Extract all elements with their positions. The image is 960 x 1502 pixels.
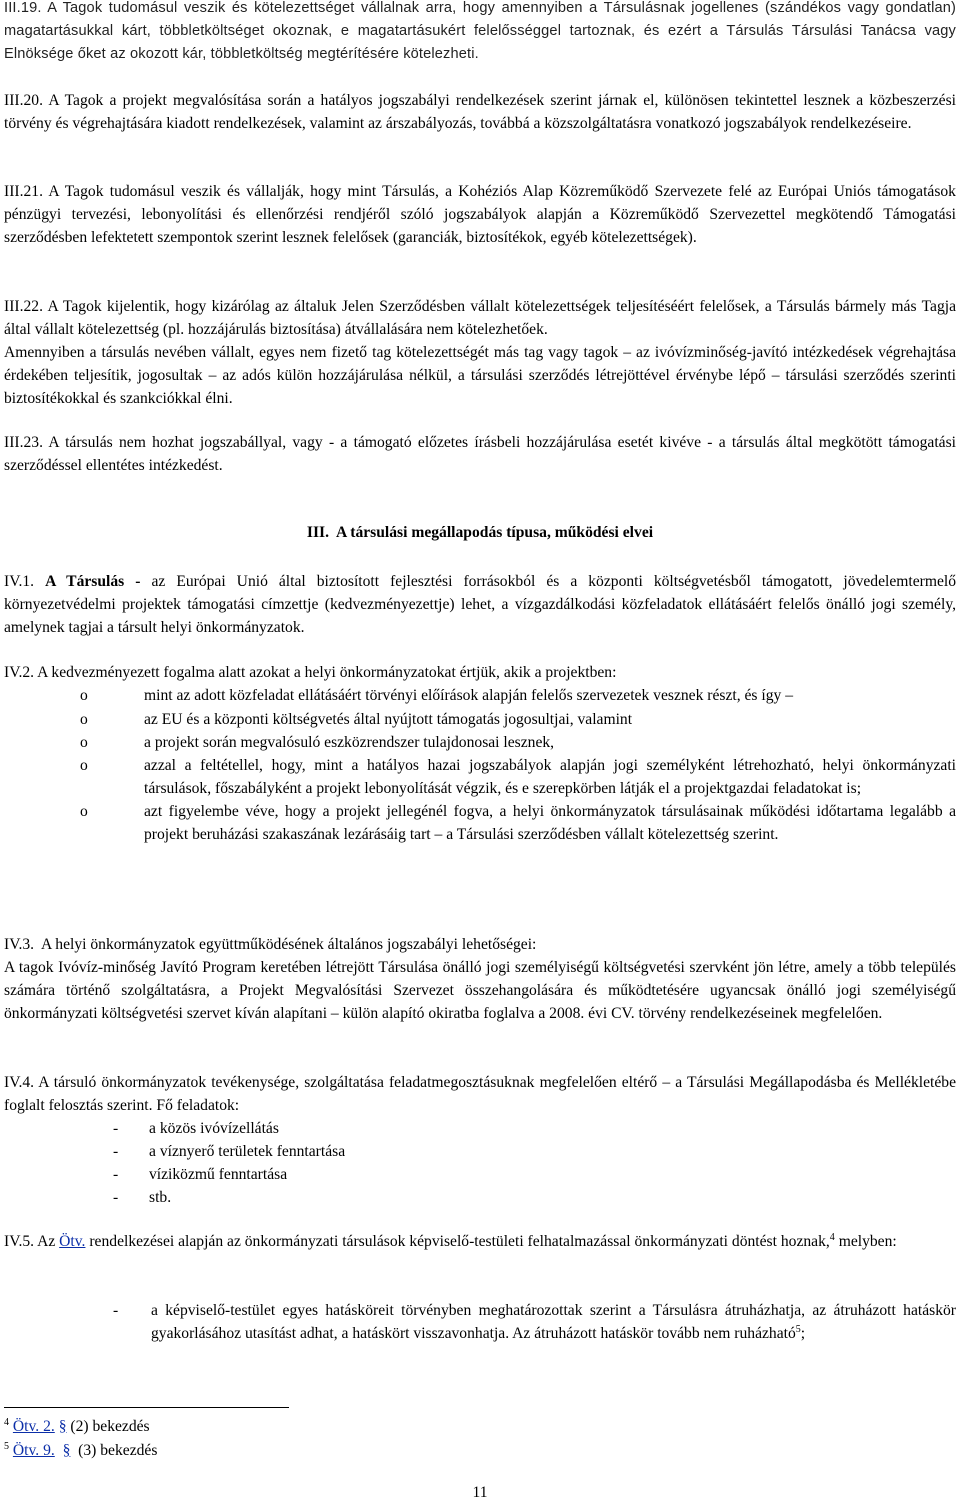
footnote-text: (2) bekezdés xyxy=(70,1418,150,1435)
paragraph-text-end: melyben: xyxy=(838,1233,897,1250)
footnote-number: 5 xyxy=(4,1440,9,1452)
footnote-link[interactable]: Ötv. 2. xyxy=(12,1418,55,1435)
list-item-text: a közös ivóvízellátás xyxy=(149,1120,279,1137)
paragraph-iv-5 xyxy=(4,1230,956,1253)
footnote-link[interactable]: Ötv. 9. xyxy=(12,1442,55,1459)
list-bullet: o xyxy=(80,711,88,728)
paragraph-text: A társuló önkormányzatok tevékenysége, szolgáltatása feladatmegosztásuknak megfelelően eltérő – a Társulási Megállapodásba és Mellékletébe foglalt felosztás szerint. Fő feladatok: xyxy=(4,1074,956,1114)
paragraph-label: IV.1. xyxy=(4,573,35,590)
list-item xyxy=(80,800,956,846)
paragraph-text: A Tagok kijelentik, hogy kizárólag az általuk Jelen Szerződésben vállalt kötelezettségek teljesítéséért felelősek, a Társulás bármely más Tagja által vállalt kötelezettség (pl. hozzájárulás biztosítása) átvállalására nem kötelezhetőek. xyxy=(4,298,956,338)
paragraph-text-continued: Amennyiben a társulás nevében vállalt, egyes nem fizető tag kötelezettségét más tag vagy tagok – az ivóvízminőség-javító intézkedések végrehajtása érdekében teljesítik, jogosultak – az adós külön hozzájárulása nélkül, a társulási szerződés létrejöttével érvénybe lépő – társulási szerződés szerinti biztosítékokkal és szankciókkal élni. xyxy=(4,344,956,407)
paragraph-label: III.23. xyxy=(4,434,43,451)
paragraph-label: IV.3. xyxy=(4,936,35,953)
list-item xyxy=(113,1186,513,1209)
footnote-text: (3) bekezdés xyxy=(78,1442,158,1459)
list-item xyxy=(80,708,956,731)
list-item xyxy=(80,731,956,754)
list-item xyxy=(113,1117,513,1140)
paragraph-label: III.22. xyxy=(4,298,43,315)
list-bullet: o xyxy=(80,734,88,751)
paragraph-label: IV.2. xyxy=(4,664,35,681)
footnote-section-link[interactable]: § xyxy=(62,1442,71,1459)
list-dash: - xyxy=(113,1189,119,1206)
list-dash: - xyxy=(113,1166,119,1183)
list-dash: - xyxy=(113,1143,119,1160)
paragraph-iv-1 xyxy=(4,570,956,639)
paragraph-iii-21 xyxy=(4,180,956,249)
section-heading-number: III. xyxy=(306,524,330,541)
list-item-text: az EU és a központi költségvetés által nyújtott támogatás jogosultjai, valamint xyxy=(144,711,633,728)
paragraph-title: A helyi önkormányzatok együttműködésének általános jogszabályi lehetőségei: xyxy=(40,936,537,953)
paragraph-iii-23 xyxy=(4,431,956,477)
list-item xyxy=(113,1299,956,1345)
otv-link[interactable]: Ötv. xyxy=(59,1233,86,1250)
footnote-section-link[interactable]: § xyxy=(58,1418,67,1435)
list-item-end: ; xyxy=(800,1325,806,1342)
paragraph-text: rendelkezései alapján az önkormányzati társulások képviselő-testületi felhatalmazással önkormányzati döntést hoznak, xyxy=(89,1233,830,1250)
beneficiary-list xyxy=(80,684,956,846)
list-item xyxy=(113,1163,513,1186)
paragraph-text: A társulás nem hozhat jogszabállyal, vagy - a támogató előzetes írásbeli hozzájárulása esetét kivéve - a társulás által megkötött támogatási szerződéssel ellentétes intézkedést. xyxy=(4,434,956,474)
paragraph-text: A Tagok tudomásul veszik és kötelezettséget vállalnak arra, hogy amennyiben a Társulásnak jogellenes (szándékos vagy gondatlan) magatartásukkal kárt, többletköltséget okoznak, e magatartásukért felelősséggel tartoznak, és ezért a Társulás Társulási Tanácsa vagy Elnöksége őket az okozott kár, többletköltség megtérítésére kötelezheti. xyxy=(4,0,957,62)
paragraph-iii-19 xyxy=(4,0,956,66)
paragraph-text: A Tagok tudomásul veszik és vállalják, hogy mint Társulás, a Kohéziós Alap Közreműködő Szervezete felé az Európai Uniós támogatások pénzügyi tervezési, lebonyolítási és ellenőrzési rendjéről szóló jogszabályok alapján a Közreműködő Szervezettel megkötendő Támogatási szerződésben lefektetett szempontok szerint lesznek felelősek (garanciák, biztosítékok, egyéb kötelezettségek). xyxy=(4,183,956,246)
list-bullet: o xyxy=(80,757,88,774)
footnote-divider xyxy=(4,1407,289,1408)
list-item-text: mint az adott közfeladat ellátásáért törvényi előírások alapján felelős szervezetek vesznek részt, és így – xyxy=(144,687,794,704)
footnote-ref: 4 xyxy=(829,1231,835,1243)
paragraph-label: IV.5. Az xyxy=(4,1233,56,1250)
list-dash: - xyxy=(113,1120,119,1137)
footnote-ref: 5 xyxy=(795,1323,801,1335)
list-item-text: a víznyerő területek fenntartása xyxy=(149,1143,346,1160)
paragraph-label: III.21. xyxy=(4,183,43,200)
paragraph-iii-22 xyxy=(4,295,956,410)
list-item-text: stb. xyxy=(149,1189,172,1206)
main-tasks-list xyxy=(113,1117,513,1209)
footnote-number: 4 xyxy=(4,1416,9,1428)
paragraph-text: A Tagok a projekt megvalósítása során a hatályos jogszabályi rendelkezések szerint járnak el, különösen tekintettel lesznek a közbeszerzési törvény és végrehajtására kiadott rendelkezések, valamint az árszabályozás, továbbá a közszolgáltatásra vonatkozó jogszabályok rendelkezéseire. xyxy=(4,92,956,132)
delegation-list xyxy=(113,1299,956,1345)
list-item xyxy=(113,1140,513,1163)
paragraph-label: III.19. xyxy=(4,0,42,16)
section-heading xyxy=(0,524,960,542)
list-bullet: o xyxy=(80,803,88,820)
list-bullet: o xyxy=(80,687,88,704)
section-heading-text: A társulási megállapodás típusa, működési elvei xyxy=(335,524,654,541)
list-item-text: azt figyelembe véve, hogy a projekt jellegénél fogva, a helyi önkormányzatok társulásainak működési időtartama legalább a projekt beruházási szakaszának lezárásáig tart – a Társulási szerződésben vállalt kötelezettség szerint. xyxy=(144,803,956,843)
list-item-text: a képviselő-testület egyes hatásköreit törvényben meghatározottak szerint a Társulásra átruházhatja, az átruházott hatáskör gyakorlásához utasítást adhat, a hatáskört visszavonhatja. Az átruházott hatáskör tovább nem ruházható xyxy=(151,1302,956,1342)
paragraph-iii-20 xyxy=(4,89,956,135)
paragraph-label: IV.4. xyxy=(4,1074,35,1091)
footnote-5 xyxy=(4,1440,157,1462)
paragraph-iv-3 xyxy=(4,933,956,1025)
paragraph-text: A kedvezményezett fogalma alatt azokat a helyi önkormányzatokat értjük, akik a projektben: xyxy=(37,664,617,681)
paragraph-text: az Európai Unió által biztosított fejlesztési forrásokból és a központi költségvetésből támogatott, jövedelemtermelő környezetvédelmi projektek támogatási címzettje (kedvezményezettje) lehet, a vízgazdálkodási közfeladatok ellátásáért felelős önálló jogi személy, amelynek tagjai a társult helyi önkormányzatok. xyxy=(4,573,957,636)
paragraph-text: A tagok Ivóvíz-minőség Javító Program keretében létrejött Társulása önálló jogi személyiségű költségvetési szervként jön létre, amely a több település számára történő szolgáltatásra, a Projekt Megvalósítási Szervezet összehangolására és működtetésére ugyancsak önálló jogi személyiségű önkormányzati költségvetési szervet kíván alapítani – külön alapító okiratba foglalva a 2008. évi CV. törvény rendelkezéseinek megfelelően. xyxy=(4,959,956,1022)
paragraph-bold-term: A Társulás - xyxy=(45,573,141,590)
page-number: 11 xyxy=(472,1484,488,1501)
list-dash: - xyxy=(113,1302,119,1319)
paragraph-label: III.20. xyxy=(4,92,43,109)
list-item-text: a projekt során megvalósuló eszközrendszer tulajdonosai lesznek, xyxy=(144,734,555,751)
footnote-4 xyxy=(4,1416,150,1438)
list-item-text: víziközmű fenntartása xyxy=(149,1166,288,1183)
paragraph-iv-4 xyxy=(4,1071,956,1117)
paragraph-iv-2 xyxy=(4,661,956,684)
list-item xyxy=(80,754,956,800)
list-item xyxy=(80,684,956,707)
list-item-text: azzal a feltétellel, hogy, mint a hatályos hazai jogszabályok alapján jogi személyként létrehozható, helyi önkormányzati társulások, főszabályként a projekt lebonyolítását végzik, és e szerepkörben látják el a projektgazdai feladatokat is; xyxy=(144,757,956,797)
